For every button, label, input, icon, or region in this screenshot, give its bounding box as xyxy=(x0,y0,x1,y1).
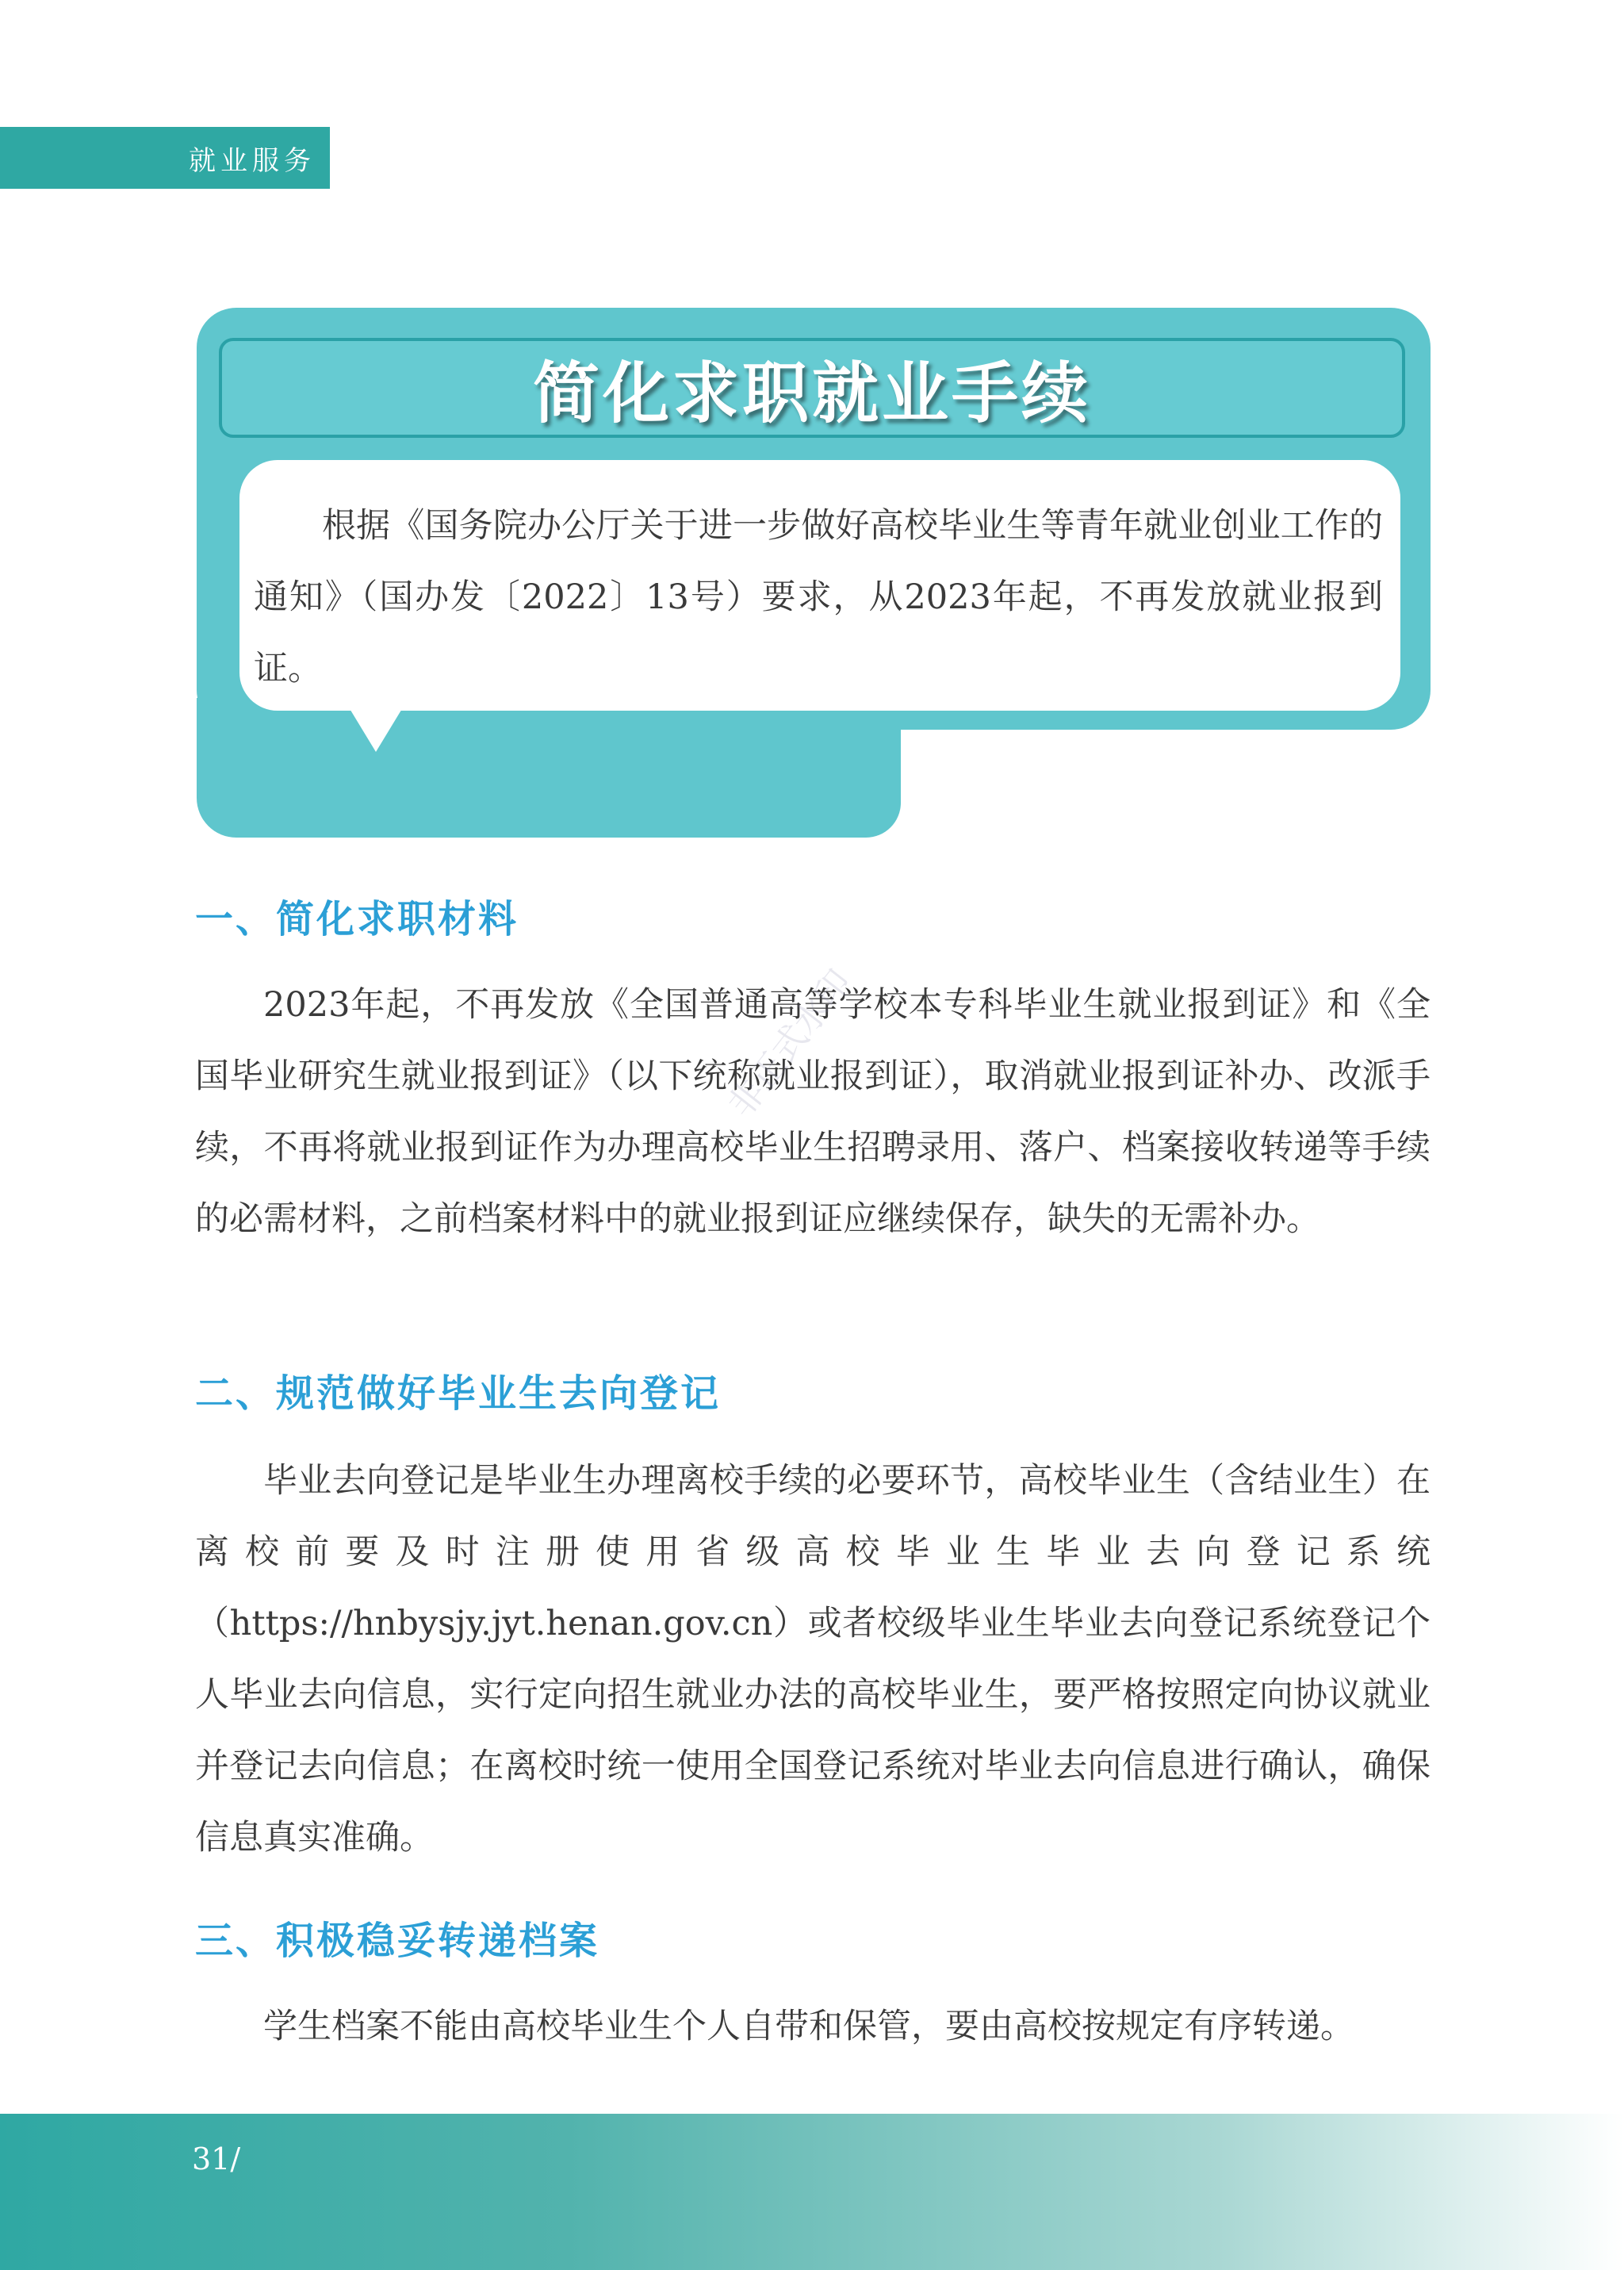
footer-band xyxy=(0,2114,1624,2270)
section-header-label: 就业服务 xyxy=(189,144,316,177)
section-1-title: 一、简化求职材料 xyxy=(195,897,519,941)
section-2-title: 二、规范做好毕业生去向登记 xyxy=(195,1371,722,1416)
section-3-paragraph: 学生档案不能由高校毕业生个人自带和保管，要由高校按规定有序转递。 xyxy=(263,2007,1354,2046)
callout-background-lower xyxy=(197,698,901,838)
section-2-paragraph: 毕业去向登记是毕业生办理离校手续的必要环节，高校毕业生（含结业生）在离校前要及时注册使用省级高校毕业生毕业去向登记系统（https://hnbysjy.jyt.henan.gov.cn）或者校级毕业生毕业去向登记系统登记个人毕业去向信息，实行定向招生就业办法的高校毕业生，要严格按照定向协议就业并登记去向信息；在离校时统一使用全国登记系统对毕业去向信息进行确认，确保信息真实准确。 xyxy=(195,1461,1431,1858)
section-header-tab xyxy=(0,127,330,189)
speech-bubble-tail xyxy=(349,707,403,752)
callout-title: 简化求职就业手续 xyxy=(532,354,1091,432)
callout-title-bar xyxy=(219,338,1405,438)
section-1-paragraph: 2023年起，不再发放《全国普通高等学校本专科毕业生就业报到证》和《全国毕业研究生就业报到证》（以下统称就业报到证），取消就业报到证补办、改派手续，不再将就业报到证作为办理高校毕业生招聘录用、落户、档案接收转递等手续的必需材料，之前档案材料中的就业报到证应继续保存，缺失的无需补办。 xyxy=(195,985,1431,1239)
callout-text: 根据《国务院办公厅关于进一步做好高校毕业生等青年就业创业工作的通知》（国办发〔2022〕13号）要求，从2023年起，不再发放就业报到证。 xyxy=(254,506,1383,688)
page-number: 31/ xyxy=(192,2142,241,2176)
section-3-title: 三、积极稳妥转递档案 xyxy=(195,1919,600,1963)
speech-bubble xyxy=(239,460,1400,711)
watermark: 非正式水印 xyxy=(720,962,860,1125)
